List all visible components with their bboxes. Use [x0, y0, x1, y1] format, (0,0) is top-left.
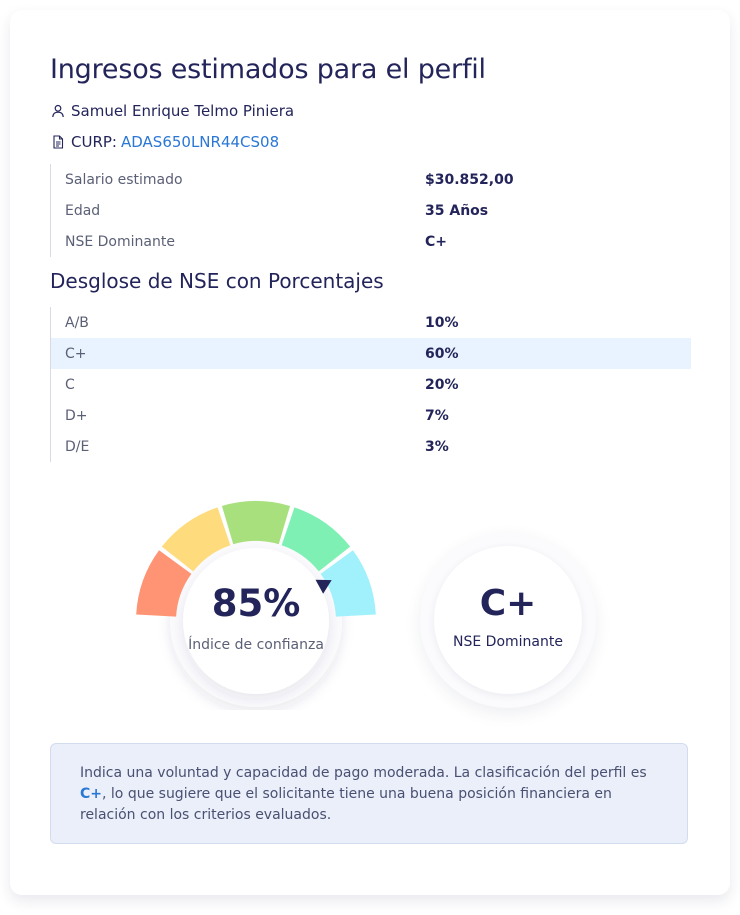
breakdown-title: Desglose de NSE con Porcentajes — [50, 269, 384, 293]
breakdown-value: 10% — [425, 314, 459, 331]
info-note — [50, 743, 688, 844]
confidence-value: 85% — [211, 582, 301, 625]
breakdown-label: D/E — [65, 438, 90, 455]
nse-breakdown-table — [50, 307, 691, 462]
gauge-text — [170, 583, 342, 653]
nse-dominant-label: NSE Dominante — [453, 634, 563, 650]
summary-label: Salario estimado — [65, 171, 183, 188]
note-highlight: C+ — [80, 786, 103, 802]
breakdown-row — [51, 400, 691, 431]
summary-row-age — [51, 195, 691, 226]
note-text-before: Indica una voluntad y capacidad de pago moderada. La clasificación del perfil es — [80, 765, 647, 781]
profile-name-line — [51, 102, 294, 120]
breakdown-value: 7% — [425, 407, 449, 424]
breakdown-value: 20% — [425, 376, 459, 393]
document-icon — [51, 135, 65, 149]
breakdown-row — [51, 307, 691, 338]
page-title: Ingresos estimados para el perfil — [50, 54, 486, 85]
profile-name: Samuel Enrique Telmo Piniera — [71, 102, 295, 120]
curp-label: CURP: — [71, 133, 117, 151]
breakdown-row-highlighted — [51, 338, 691, 369]
breakdown-label: C+ — [65, 345, 87, 362]
curp-value: ADAS650LNR44CS08 — [120, 133, 280, 151]
user-icon — [51, 104, 65, 118]
summary-value: $30.852,00 — [425, 171, 514, 188]
breakdown-label: A/B — [65, 314, 89, 331]
summary-label: NSE Dominante — [65, 233, 175, 250]
summary-row-nse — [51, 226, 691, 257]
confidence-label: Índice de confianza — [188, 637, 324, 653]
summary-value: 35 Años — [425, 202, 489, 219]
breakdown-row — [51, 369, 691, 400]
gauge-segment — [222, 501, 290, 544]
summary-row-salary — [51, 164, 691, 195]
breakdown-row — [51, 431, 691, 462]
nse-dominant-circle — [420, 532, 596, 708]
summary-label: Edad — [65, 202, 101, 219]
curp-line — [51, 133, 279, 151]
breakdown-value: 3% — [425, 438, 449, 455]
breakdown-label: C — [65, 376, 75, 393]
breakdown-value: 60% — [425, 345, 459, 362]
summary-value: C+ — [425, 233, 448, 250]
note-text-after: , lo que sugiere que el solicitante tiene una buena posición financiera en relación con los criterios evaluados. — [80, 786, 612, 823]
nse-dominant-value: C+ — [479, 583, 537, 624]
summary-table — [50, 164, 691, 257]
nse-dominant-inner — [434, 546, 582, 694]
breakdown-label: D+ — [65, 407, 88, 424]
